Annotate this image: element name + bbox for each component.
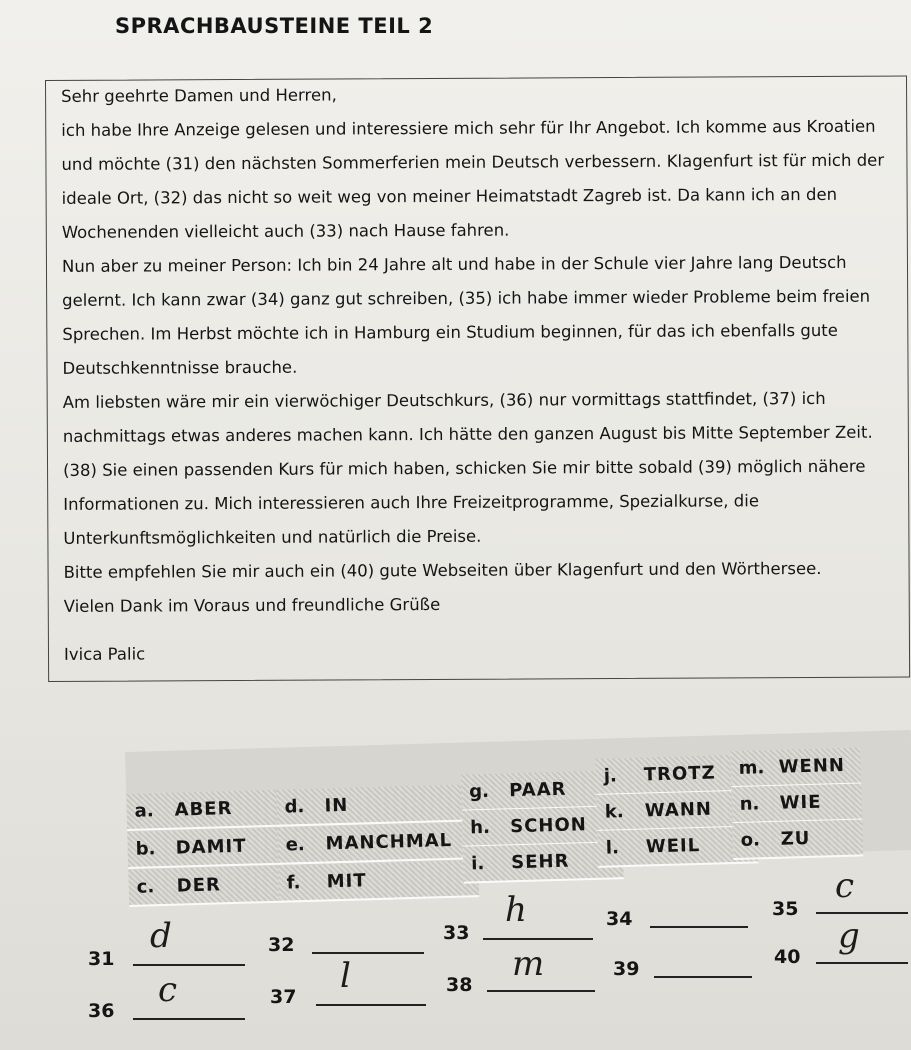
answer-blank[interactable] <box>654 976 752 978</box>
answer-blank[interactable] <box>133 1018 245 1020</box>
letter-line: Nun aber zu meiner Person: Ich bin 24 Jahre alt und habe in der Schule vier Jahre lang Deutsch <box>61 252 847 276</box>
option-n <box>731 783 862 824</box>
answer-number: 38 <box>446 974 473 996</box>
letter-signature: Ivica Palic <box>63 644 146 664</box>
answer-blank[interactable] <box>312 952 424 954</box>
letter-line: Unterkunftsmöglichkeiten und natürlich die Preise. <box>63 526 482 548</box>
letter-line: ich habe Ihre Anzeige gelesen und interessiere mich sehr für Ihr Angebot. Ich komme aus Kroatien <box>61 116 876 140</box>
letter-line: (38) Sie einen passenden Kurs für mich haben, schicken Sie mir bitte sobald (39) möglich nähere <box>62 456 866 480</box>
option-letter: b. <box>135 838 156 860</box>
answer-blank[interactable] <box>316 1004 426 1006</box>
option-word: ABER <box>174 798 233 821</box>
answer-number: 39 <box>613 958 640 980</box>
option-letter: o. <box>740 829 761 851</box>
word-options-table <box>125 730 911 898</box>
option-letter: h. <box>469 816 491 839</box>
option-letter: d. <box>284 796 305 818</box>
answer-value: l <box>340 956 351 996</box>
option-letter: c. <box>136 876 155 898</box>
option-letter: n. <box>739 793 760 815</box>
option-letter: a. <box>134 800 154 822</box>
option-word: DER <box>176 874 222 897</box>
answer-value: c <box>835 866 855 906</box>
letter-line: Bitte empfehlen Sie mir auch ein (40) gute Webseiten über Klagenfurt und den Wörthersee. <box>63 558 822 582</box>
option-word: MANCHMAL <box>325 829 453 855</box>
letter-box <box>45 75 910 682</box>
letter-line: Sehr geehrte Damen und Herren, <box>61 85 337 106</box>
option-word: DAMIT <box>175 835 247 859</box>
option-word: WENN <box>778 754 846 778</box>
answer-value: c <box>158 970 178 1010</box>
option-letter: i. <box>470 853 485 875</box>
letter-line: Am liebsten wäre mir ein vierwöchiger Deutschkurs, (36) nur vormittags stattfindet, (37) ich <box>62 388 826 412</box>
letter-line: Vielen Dank im Voraus und freundliche Grüße <box>63 594 441 616</box>
letter-line: gelernt. Ich kann zwar (34) ganz gut schreiben, (35) ich habe immer wieder Probleme beim freien <box>62 286 871 310</box>
option-letter: k. <box>604 801 624 823</box>
option-word: SCHON <box>509 814 588 838</box>
option-letter: g. <box>468 780 490 803</box>
option-word: WIE <box>779 791 822 814</box>
answer-number: 36 <box>88 1000 115 1022</box>
answer-blank[interactable] <box>133 964 245 966</box>
option-word: WEIL <box>645 834 701 858</box>
answer-number: 32 <box>268 934 295 956</box>
option-m <box>730 747 861 788</box>
option-e <box>277 822 478 865</box>
option-letter: e. <box>285 834 305 856</box>
answer-blank[interactable] <box>816 962 908 964</box>
answer-value: d <box>150 916 172 956</box>
answer-value: h <box>505 890 527 930</box>
option-word: SEHR <box>510 850 570 874</box>
letter-line: Sprechen. Im Herbst möchte ich in Hamburg ein Studium beginnen, für das ich ebenfalls gute <box>62 320 838 344</box>
answer-blank[interactable] <box>816 912 908 914</box>
answer-number: 34 <box>606 908 633 930</box>
option-f <box>278 860 479 903</box>
answer-number: 37 <box>270 986 297 1008</box>
letter-line: Informationen zu. Mich interessieren auch Ihre Freizeitprogramme, Spezialkurse, die <box>63 491 759 514</box>
answer-value: g <box>838 916 860 956</box>
answer-value: m <box>512 944 545 984</box>
answer-number: 31 <box>88 948 115 970</box>
page-title: SPRACHBAUSTEINE TEIL 2 <box>115 14 434 38</box>
option-word: IN <box>324 794 349 817</box>
answer-blank[interactable] <box>483 938 593 940</box>
option-word: MIT <box>326 870 367 893</box>
option-letter: l. <box>605 837 620 859</box>
option-d <box>276 784 477 827</box>
letter-line: Wochenenden vielleicht auch (33) nach Hause fahren. <box>61 220 510 242</box>
answer-number: 40 <box>774 946 801 968</box>
letter-line: nachmittags etwas anderes machen kann. Ich hätte den ganzen August bis Mitte September Zeit. <box>62 422 873 446</box>
option-word: TROTZ <box>643 762 716 786</box>
answer-number: 35 <box>772 898 799 920</box>
letter-line: und möchte (31) den nächsten Sommerferien mein Deutsch verbessern. Klagenfurt ist für mich der <box>61 150 885 174</box>
answer-number: 33 <box>443 922 470 944</box>
option-letter: j. <box>603 765 618 787</box>
answer-blank[interactable] <box>650 926 748 928</box>
letter-line: Deutschkenntnisse brauche. <box>62 357 298 378</box>
option-word: ZU <box>780 827 811 850</box>
answer-blank[interactable] <box>487 990 595 992</box>
option-letter: m. <box>738 757 765 779</box>
option-word: PAAR <box>508 778 567 802</box>
option-letter: f. <box>286 872 301 894</box>
options-column <box>730 728 911 855</box>
option-word: WANN <box>644 798 713 822</box>
letter-line: ideale Ort, (32) das nicht so weit weg von meiner Heimatstadt Zagreb ist. Da kann ich an den <box>61 184 838 208</box>
option-o <box>732 819 863 860</box>
